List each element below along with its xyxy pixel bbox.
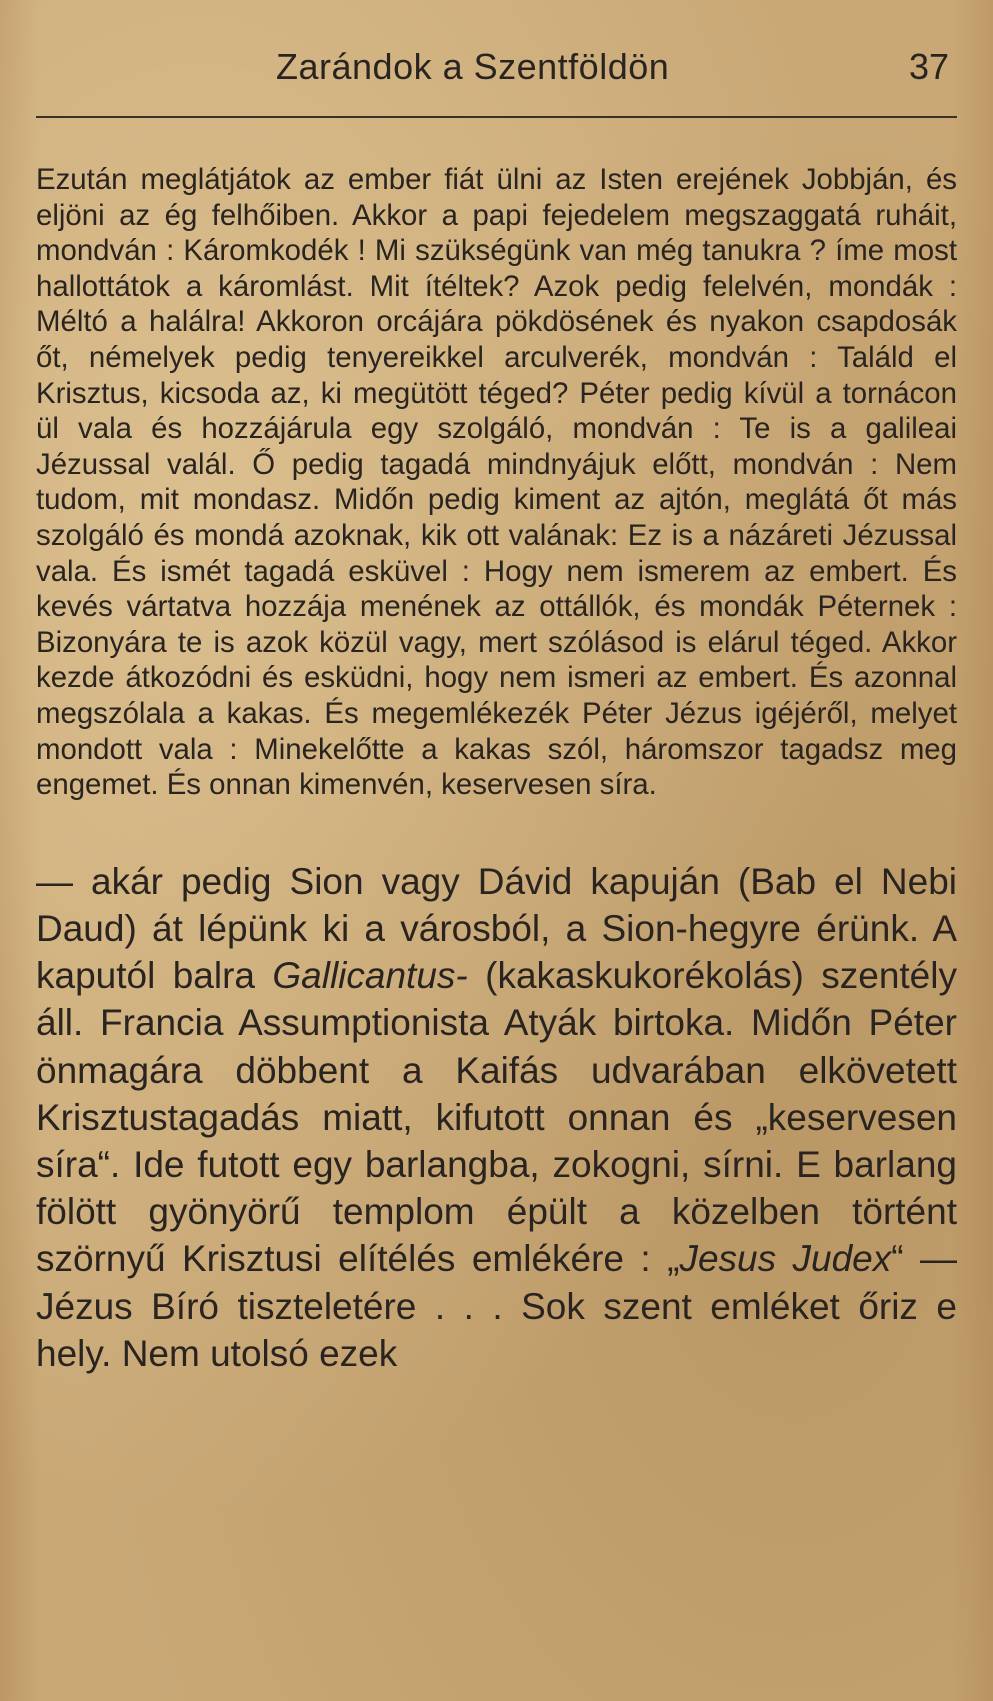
body-paragraph [36, 858, 957, 1377]
quoted-paragraph: Ezután meglátjátok az ember fiát ülni az Isten erejének Jobbján, és eljöni az ég felhőiben. Akkor a papi fejedelem megszaggatá ruháit, mondván : Káromkodék ! Mi szükségünk van még tanukra ? íme most hallottátok a káromlást. Mit ítéltek? Azok pedig felelvén, mondák : Méltó a halálra! Akkoron orcájára pökdösének és nyakon csapdosák őt, némelyek pedig tenyereikkel arculverék, mondván : Találd el Krisztus, kicsoda az, ki megütött téged? Péter pedig kívül a tornácon ül vala és hozzájárula egy szolgáló, mondván : Te is a galileai Jézussal valál. Ő pedig tagadá mindnyájuk előtt, mondván : Nem tudom, mit mondasz. Midőn pedig kiment az ajtón, meglátá őt más szolgáló és mondá azoknak, kik ott valának: Ez is a názáreti Jézussal vala. És ismét tagadá esküvel : Hogy nem ismerem az embert. És kevés vártatva hozzája menének az ottállók, és mondák Péternek : Bizonyára te is azok közül vagy, mert szólásod is elárul téged. Akkor kezde átkozódni és esküdni, hogy nem ismeri az embert. És azonnal megszólala a kakas. És megemlékezék Péter Jézus igéjéről, melyet mondott vala : Minekelőtte a kakas szól, háromszor tagadsz meg engemet. És onnan kimenvén, keservesen síra. [36, 163, 957, 802]
quoted-passage [36, 162, 957, 803]
body-italic-gallicantus: Gallicantus- [272, 955, 468, 997]
body-text-1: — akár pedig Sion vagy Dávid kapuján (Bab el Nebi Daud) át lépünk ki a városból, a Sion-hegyre érünk. A kaputól balra [36, 860, 957, 997]
body-italic-jesus-judex: Jesus Judex [679, 1238, 892, 1280]
running-title: Zarándok a Szentföldön [276, 46, 670, 87]
body-text-2: (kakaskukorékolás) szentély áll. Francia Assumptionista Atyák birtoka. Midőn Péter önmagára döbbent a Kaifás udvarában elkövetett Krisztustagadás miatt, kifutott onnan és „keservesen síra“. Ide futott egy barlangba, zokogni, sírni. E barlang fölött gyönyörű templom épült a közelben történt szörnyű Krisztusi elítélés emlékére : „ [36, 955, 957, 1280]
header-rule [36, 116, 957, 118]
main-text [36, 858, 957, 1377]
book-page [36, 46, 957, 1377]
running-header [36, 46, 957, 104]
body-text-3: “ — Jézus Bíró tiszteletére . . . Sok szent emléket őriz e hely. Nem utolsó ezek [36, 1238, 958, 1374]
page-number: 37 [908, 46, 949, 87]
